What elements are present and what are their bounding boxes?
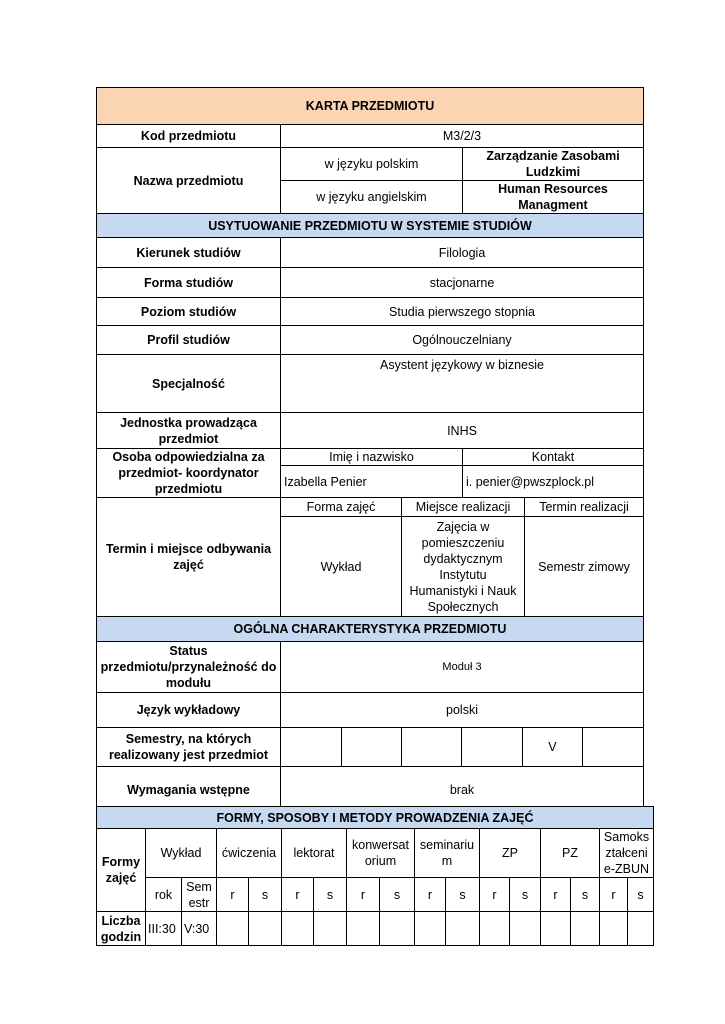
- termin-forma-value: Wykład: [281, 517, 402, 617]
- semestr-cell: [462, 728, 522, 766]
- ogolna-heading: OGÓLNA CHARAKTERYSTYKA PRZEDMIOTU: [97, 617, 644, 642]
- sub-s: s: [510, 878, 541, 912]
- sub-r: r: [541, 878, 571, 912]
- col-wyklad: Wykład: [146, 829, 217, 878]
- semestr-cell: [402, 728, 462, 766]
- liczba-cell: [347, 912, 380, 946]
- osoba-imie-label: Imię i nazwisko: [281, 449, 463, 466]
- wymagania-label: Wymagania wstępne: [97, 767, 281, 813]
- kierunek-label: Kierunek studiów: [97, 238, 281, 268]
- osoba-kontakt-value: i. penier@pwszplock.pl: [463, 466, 644, 498]
- col-pz: PZ: [541, 829, 600, 878]
- col-zp: ZP: [480, 829, 541, 878]
- profil-value: Ogólnouczelniany: [281, 326, 644, 355]
- col-lektorat: lektorat: [282, 829, 347, 878]
- sub-s: s: [571, 878, 600, 912]
- sub-rok: rok: [146, 878, 182, 912]
- jednostka-label: Jednostka prowadząca przedmiot: [97, 413, 281, 449]
- liczba-cell: [249, 912, 282, 946]
- sub-r: r: [480, 878, 510, 912]
- semestr-cell: [583, 728, 643, 766]
- formy-heading: FORMY, SPOSOBY I METODY PROWADZENIA ZAJĘĆ: [97, 807, 654, 829]
- semestry-label: Semestry, na których realizowany jest przedmiot: [97, 728, 281, 767]
- liczba-cell: [628, 912, 654, 946]
- termin-label: Termin i miejsce odbywania zajęć: [97, 498, 281, 617]
- semestr-cell-marked: V: [522, 728, 582, 766]
- profil-label: Profil studiów: [97, 326, 281, 355]
- status-label: Status przedmiotu/przynależność do modułu: [97, 642, 281, 693]
- specjalnosc-label: Specjalność: [97, 355, 281, 413]
- liczba-cell: [510, 912, 541, 946]
- termin-miejsce-value: Zajęcia w pomieszczeniu dydaktycznym Instytutu Humanistyki i Nauk Społecznych: [402, 517, 525, 617]
- usytuowanie-heading: USYTUOWANIE PRZEDMIOTU W SYSTEMIE STUDIÓW: [97, 214, 644, 238]
- liczba-label: Liczba godzin: [97, 912, 146, 946]
- col-cwiczenia: ćwiczenia: [217, 829, 282, 878]
- sub-r: r: [217, 878, 249, 912]
- kod-value: M3/2/3: [281, 125, 644, 148]
- liczba-semestr: V:30: [182, 912, 217, 946]
- card-title: KARTA PRZEDMIOTU: [97, 88, 644, 125]
- semestr-cell: [281, 728, 341, 766]
- formy-row-label: Formy zajęć: [97, 829, 146, 912]
- termin-forma-header: Forma zajęć: [281, 498, 402, 517]
- sub-semestr: Sem estr: [182, 878, 217, 912]
- sub-s: s: [314, 878, 347, 912]
- kierunek-value: Filologia: [281, 238, 644, 268]
- forma-studiow-value: stacjonarne: [281, 268, 644, 298]
- nazwa-en-label: w języku angielskim: [281, 181, 463, 214]
- semestry-grid: [281, 728, 643, 766]
- sub-s: s: [380, 878, 415, 912]
- nazwa-en-value: Human Resources Managment: [463, 181, 644, 214]
- kod-label: Kod przedmiotu: [97, 125, 281, 148]
- nazwa-label: Nazwa przedmiotu: [97, 148, 281, 214]
- sub-s: s: [628, 878, 654, 912]
- course-card-table: [96, 87, 644, 813]
- termin-miejsce-header: Miejsce realizacji: [402, 498, 525, 517]
- liczba-cell: [541, 912, 571, 946]
- sub-r: r: [347, 878, 380, 912]
- specjalnosc-value: Asystent językowy w biznesie: [281, 355, 644, 413]
- liczba-rok: III:30: [146, 912, 182, 946]
- osoba-kontakt-label: Kontakt: [463, 449, 644, 466]
- liczba-cell: [415, 912, 446, 946]
- semestr-cell: [341, 728, 401, 766]
- poziom-label: Poziom studiów: [97, 298, 281, 326]
- liczba-cell: [314, 912, 347, 946]
- col-samoksztalcenie: Samokształcenie-ZBUN: [600, 829, 654, 878]
- formy-table: [96, 806, 654, 946]
- status-value: Moduł 3: [281, 642, 644, 693]
- liczba-cell: [571, 912, 600, 946]
- forma-studiow-label: Forma studiów: [97, 268, 281, 298]
- col-seminarium: seminarium: [415, 829, 480, 878]
- jezyk-label: Język wykładowy: [97, 693, 281, 728]
- liczba-cell: [600, 912, 628, 946]
- osoba-imie-value: Izabella Penier: [281, 466, 463, 498]
- sub-s: s: [446, 878, 480, 912]
- jednostka-value: INHS: [281, 413, 644, 449]
- termin-termin-header: Termin realizacji: [525, 498, 644, 517]
- poziom-value: Studia pierwszego stopnia: [281, 298, 644, 326]
- liczba-cell: [380, 912, 415, 946]
- liczba-cell: [217, 912, 249, 946]
- osoba-label: Osoba odpowiedzialna za przedmiot- koordynator przedmiotu: [97, 449, 281, 498]
- jezyk-value: polski: [281, 693, 644, 728]
- sub-r: r: [282, 878, 314, 912]
- liczba-cell: [282, 912, 314, 946]
- termin-termin-value: Semestr zimowy: [525, 517, 644, 617]
- sub-r: r: [600, 878, 628, 912]
- nazwa-pl-value: Zarządzanie Zasobami Ludzkimi: [463, 148, 644, 181]
- liczba-cell: [446, 912, 480, 946]
- liczba-cell: [480, 912, 510, 946]
- wymagania-value: brak: [281, 767, 644, 813]
- col-konwersatorium: konwersatorium: [347, 829, 415, 878]
- sub-s: s: [249, 878, 282, 912]
- nazwa-pl-label: w języku polskim: [281, 148, 463, 181]
- sub-r: r: [415, 878, 446, 912]
